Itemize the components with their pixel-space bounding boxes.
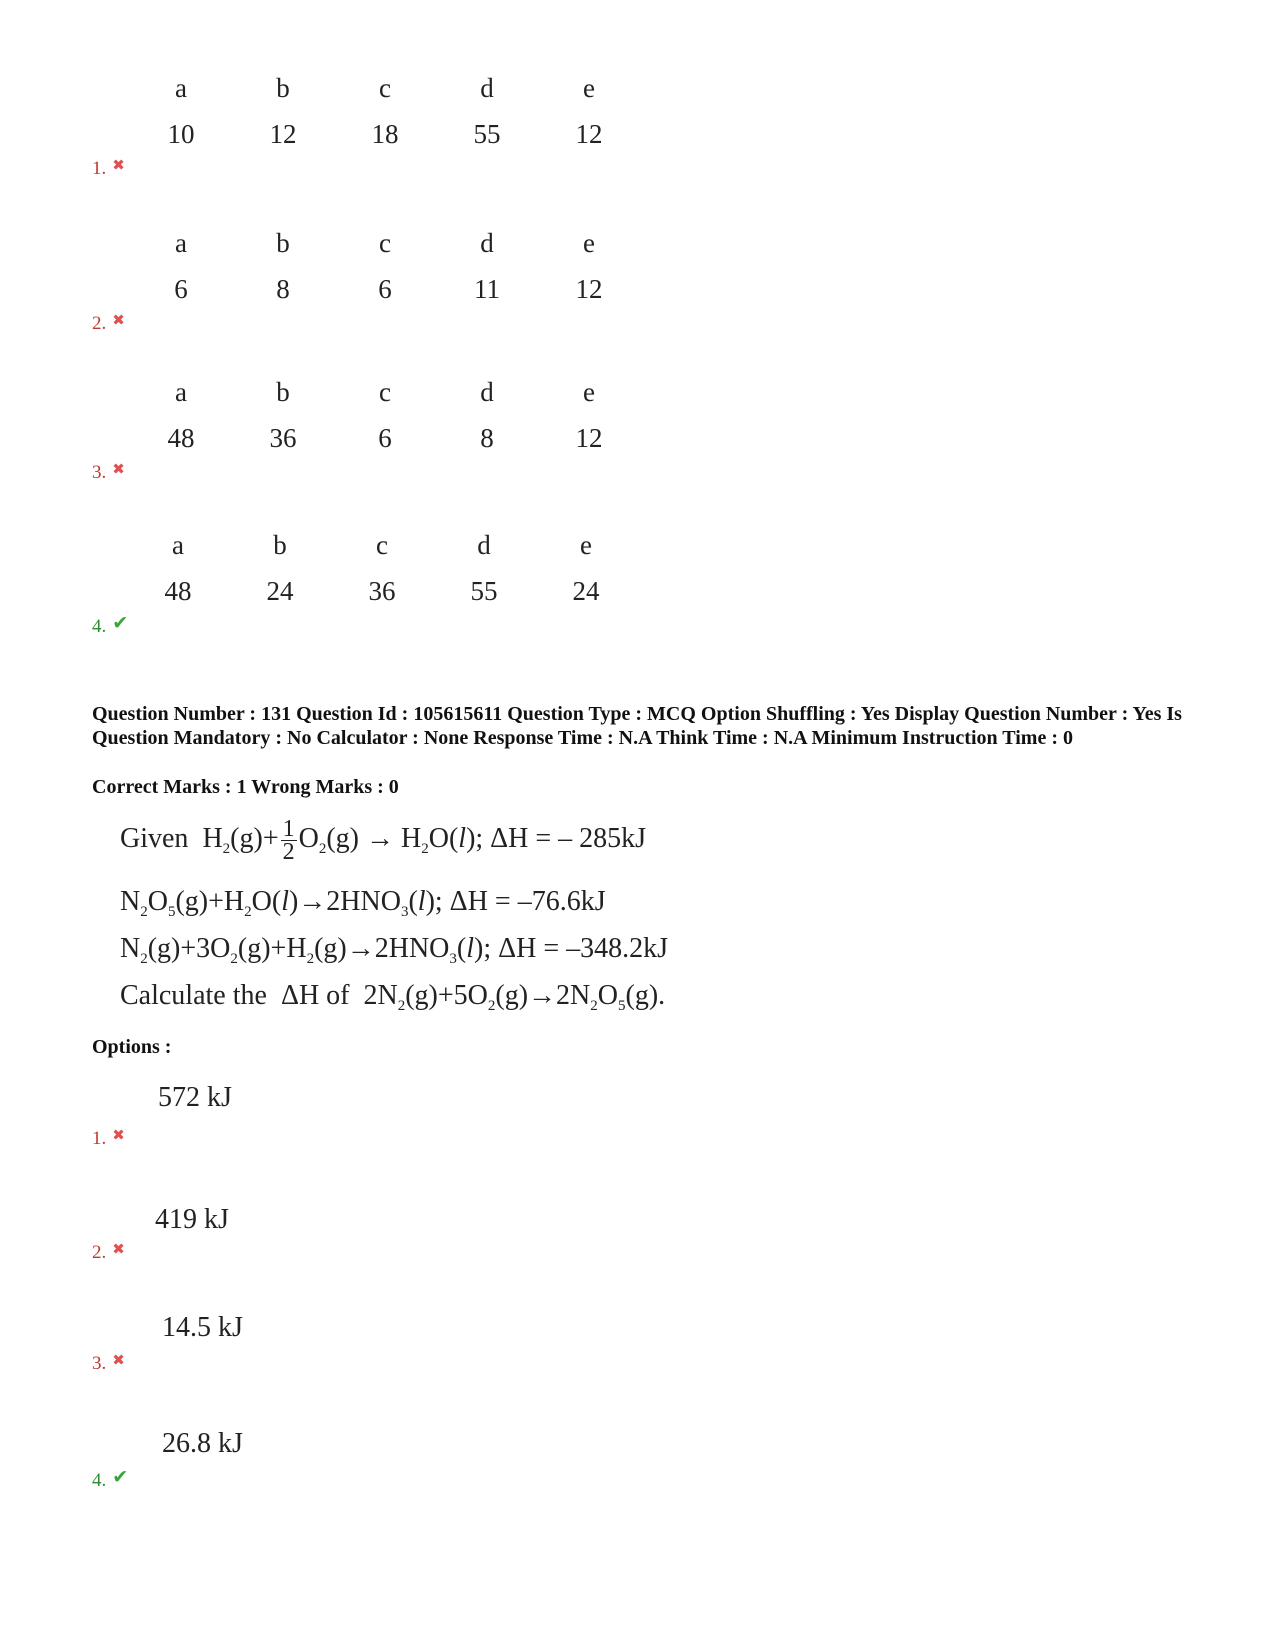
value-cell: 12 [269, 119, 297, 149]
options-label: Options : [92, 1036, 172, 1058]
check-icon: ✔ [112, 612, 129, 634]
value-cell: 24 [266, 576, 294, 606]
fraction-half: $\frac{1}{2}$ [282, 816, 295, 865]
value-cell: 8 [480, 423, 494, 453]
value-cell: 55 [470, 576, 498, 606]
option-marker [92, 1242, 125, 1264]
value-cell: 11 [474, 274, 500, 304]
value-cell: 24 [572, 576, 600, 606]
header-cell: b [276, 228, 290, 258]
header-cell: a [175, 73, 187, 103]
equation-target: Calculate the ΔH of $2N_2(g)+5O_2(g)\to 2N_2O_5(g)$. [120, 980, 666, 1014]
value-cell: 6 [378, 423, 392, 453]
option-text: 572 kJ [158, 1082, 232, 1113]
option-table [160, 530, 620, 622]
option-marker [92, 612, 129, 638]
table-header-row [163, 228, 623, 274]
header-cell: b [273, 530, 287, 560]
table-header-row [163, 73, 623, 119]
value-cell: 8 [276, 274, 290, 304]
question-marks: Correct Marks : 1 Wrong Marks : 0 [92, 776, 399, 798]
table-value-row [160, 576, 620, 622]
value-cell: 6 [174, 274, 188, 304]
value-cell: 48 [164, 576, 192, 606]
value-cell: 55 [473, 119, 501, 149]
header-cell: c [379, 73, 391, 103]
header-cell: d [480, 377, 494, 407]
header-cell: e [583, 377, 595, 407]
equation-1: Given $H_2(g)+$ $\frac{1}{2}$ $O_2(g) \to H_2O(l)$; ΔH = – 285kJ [120, 816, 647, 865]
table-value-row [163, 274, 623, 320]
header-cell: e [583, 228, 595, 258]
header-cell: c [379, 377, 391, 407]
option-marker [92, 462, 125, 484]
value-cell: 10 [167, 119, 195, 149]
value-cell: 48 [167, 423, 195, 453]
option-text: 26.8 kJ [162, 1428, 243, 1459]
value-cell: 6 [378, 274, 392, 304]
header-cell: e [580, 530, 592, 560]
option-number: 3. [92, 1353, 107, 1374]
option-table [163, 73, 623, 165]
option-marker [92, 1353, 125, 1375]
option-table [163, 377, 623, 469]
header-cell: c [379, 228, 391, 258]
value-cell: 12 [575, 274, 603, 304]
check-icon: ✔ [112, 1466, 129, 1488]
option-number: 4. [92, 1470, 107, 1491]
equation-3: $N_2(g)+3O_2(g)+H_2(g)\to 2HNO_3(l)$; ΔH = –348.2kJ [120, 933, 669, 967]
option-number: 1. [92, 1128, 107, 1149]
value-cell: 12 [575, 119, 603, 149]
value-cell: 12 [575, 423, 603, 453]
option-number: 4. [92, 616, 107, 637]
option-text: 419 kJ [155, 1204, 229, 1235]
cross-icon: ✖ [112, 460, 125, 478]
value-cell: 18 [371, 119, 399, 149]
table-header-row [160, 530, 620, 576]
header-cell: a [175, 228, 187, 258]
cross-icon: ✖ [112, 1126, 125, 1144]
table-value-row [163, 423, 623, 469]
header-cell: a [172, 530, 184, 560]
given-label: Given [120, 822, 189, 854]
value-cell: 36 [269, 423, 297, 453]
cross-icon: ✖ [112, 156, 125, 174]
option-marker [92, 313, 125, 335]
table-value-row [163, 119, 623, 165]
option-number: 2. [92, 313, 107, 334]
option-marker [92, 1128, 125, 1150]
option-number: 3. [92, 462, 107, 483]
header-cell: b [276, 377, 290, 407]
cross-icon: ✖ [112, 311, 125, 329]
equation-2: $N_2O_5(g)+H_2O(l)\to 2HNO_3(l)$; ΔH = –76.6kJ [120, 886, 606, 920]
calculate-label: Calculate the [120, 980, 267, 1011]
option-text: 14.5 kJ [162, 1312, 243, 1343]
option-marker [92, 158, 125, 180]
header-cell: b [276, 73, 290, 103]
header-cell: c [376, 530, 388, 560]
question-meta: Question Number : 131 Question Id : 105615611 Question Type : MCQ Option Shuffling : Yes Display Question Number : Yes Is Question Mandatory : No Calculator : None Response Time : N.A Think Time : N.A Minimum Instruction Time : 0 [92, 703, 1182, 749]
option-number: 2. [92, 1242, 107, 1263]
table-header-row [163, 377, 623, 423]
option-marker [92, 1466, 129, 1492]
option-table [163, 228, 623, 320]
header-cell: a [175, 377, 187, 407]
header-cell: d [477, 530, 491, 560]
header-cell: d [480, 228, 494, 258]
cross-icon: ✖ [112, 1351, 125, 1369]
option-number: 1. [92, 158, 107, 179]
header-cell: e [583, 73, 595, 103]
value-cell: 36 [368, 576, 396, 606]
header-cell: d [480, 73, 494, 103]
cross-icon: ✖ [112, 1240, 125, 1258]
